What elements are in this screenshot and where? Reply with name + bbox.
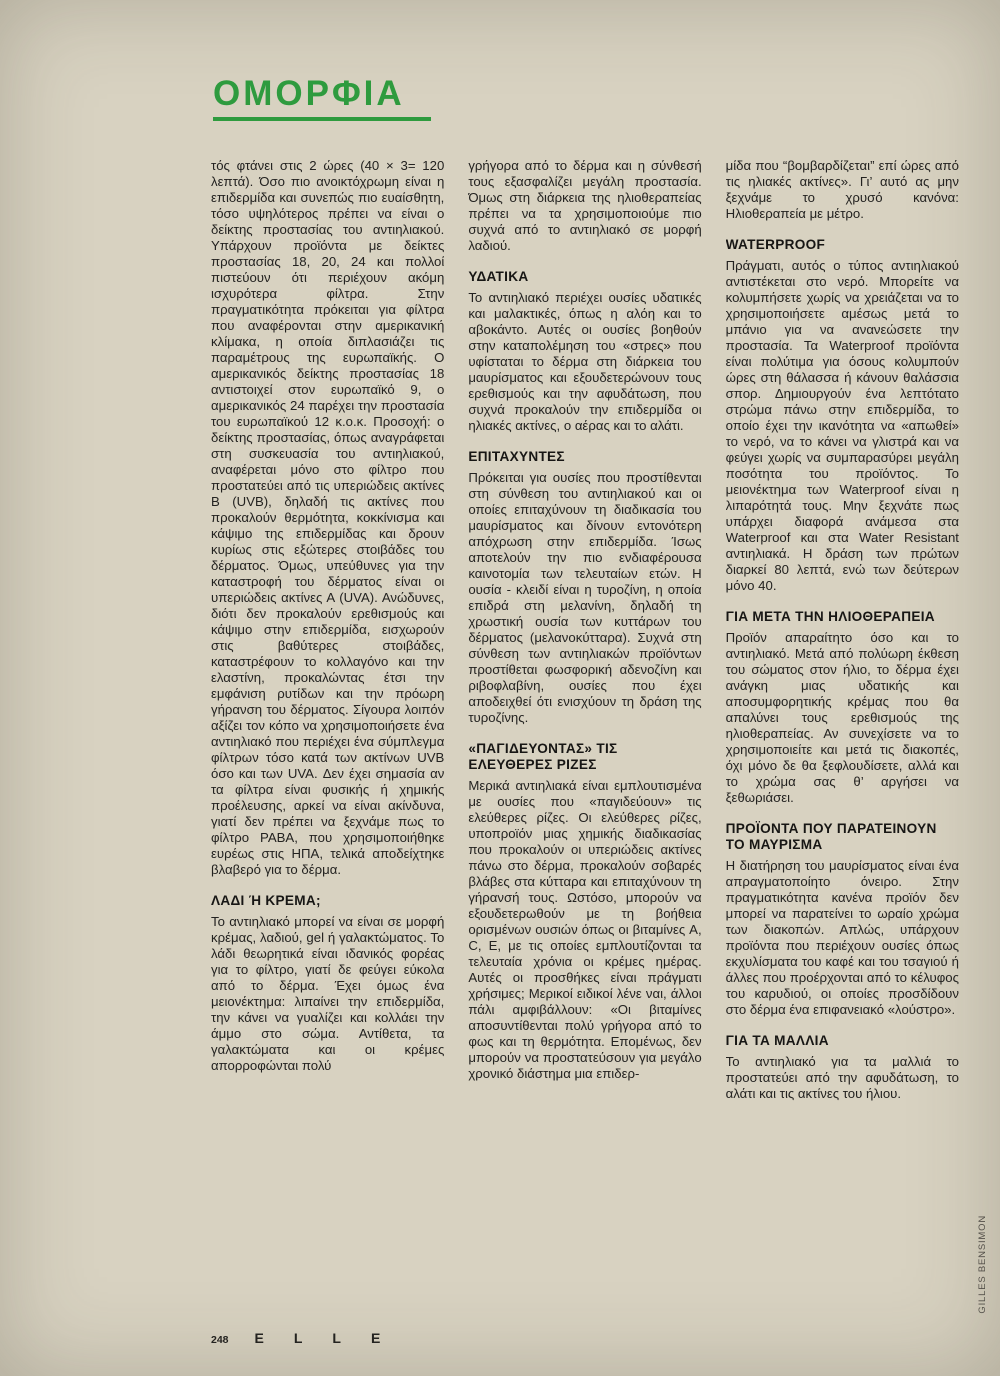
body-paragraph: Πρόκειται για ουσίες που προστίθενται στη σύνθεση του αντιηλιακού και οι οποίες επιταχύνουν τη διαδικασία του μαυρίσματος και δίνουν εντονότερη απόχρωση στην επιδερμίδα. Ίσως αποτελούν την πιο ενδιαφέρουσα καινοτομία των τελευταίων ετών. Η ουσία - κλειδί είναι η τυροζίνη, η οποία επιδρά στη μελανίνη, δηλαδή τη χρωστική ουσία των κυττάρων του δέρματος (μελανοκύτταρα). Συχνά στη σύνθεση των αντιηλιακών προϊόντων προστίθεται φωσφορική αδενοζίνη και ριβοφλαβίνη, ουσίες που έχει αποδειχθεί ότι ενισχύουν τη δράση της τυροζίνης. <box>468 470 702 725</box>
body-paragraph: Το αντιηλιακό μπορεί να είναι σε μορφή κρέμας, λαδιού, gel ή γαλακτώματος. Το λάδι θεωρητικά είναι ιδανικός φορέας για το φίλτρο, γιατί δε φεύγει εύκολα από το δέρμα. Έχει όμως ένα μειονέκτημα: λιπαίνει την επιδερμίδα, την κάνει να γυαλίζει και κολλάει την άμμο στο σώμα. Αντίθετα, τα γαλακτώματα και οι κρέμες απορροφώνται πολύ <box>211 914 445 1073</box>
photographer-credit: GILLES BENSIMON <box>977 1215 988 1314</box>
body-paragraph: τός φτάνει στις 2 ώρες (40 × 3= 120 λεπτά). Όσο πιο ανοικτόχρωμη είναι η επιδερμίδα και συνεπώς πιο ευαίσθητη, τόσο υψηλότερος πρέπει να είναι ο δείκτης προστασίας του αντιηλιακού. Υπάρχουν προϊόντα με δείκτες προστασίας 18, 20, 24 και πολλοί πιστεύουν ότι περιέχουν ακόμη ισχυρότερα φίλτρα. Στην πραγματικότητα πρόκειται για φίλτρα που αναφέρονται στην αμερικανική κλίμακα, η οποία διπλασιάζει τις παραμέτρους της ευρωπαϊκής. Ο αμερικανικός δείκτης προστασίας 18 αντιστοιχεί στον ευρωπαϊκό 9, ο αμερικανικός 24 παρέχει την προστασία του ευρωπαϊκού 12 κ.ο.κ. Προσοχή: ο δείκτης προστασίας, όπως αναγράφεται στη συσκευασία του αντιηλιακού, αναφέρεται μόνο στο φίλτρο που προστατεύει από τις υπεριώδεις ακτίνες Β (UVB), δηλαδή τις ακτίνες που προκαλούν θερμότητα, κοκκίνισμα και κάψιμο της επιδερμίδας και δρουν κυρίως στις εξώτερες στοιβάδες του δέρματος. Όμως, υπεύθυνες για την καταστροφή του δέρματος είναι οι υπεριώδεις ακτίνες Α (UVA). Ανώδυνες, διότι δεν προκαλούν ερεθισμούς και κάψιμο στην επιδερμίδα, εισχωρούν στις βαθύτερες στοιβάδες, καταστρέφουν το κολλαγόνο και την ελαστίνη, προκαλώντας έτσι την εμφάνιση ρυτίδων και την πρόωρη γήρανση του δέρματος. Σίγουρα λοιπόν αξίζει τον κόπο να χρησιμοποιήσετε ένα αντιηλιακό που περιέχει ένα σύμπλεγμα φίλτρων τόσο κατά των ακτίνων UVB όσο και των UVA. Δεν έχει σημασία αν τα φίλτρα είναι φυσικής ή χημικής προέλευσης, αρκεί να είναι ακίνδυνα, γιατί δεν πρέπει να ξεχνάμε πως το φίλτρο PABA, που χρησιμοποιήθηκε ευρέως στις ΗΠΑ, τελικά αποδείχτηκε βλαβερό για το δέρμα. <box>211 158 445 877</box>
section-heading: ΛΑΔΙ Ή ΚΡΕΜΑ; <box>211 893 321 908</box>
body-paragraph: Μερικά αντιηλιακά είναι εμπλουτισμένα με ουσίες που «παγιδεύουν» τις ελεύθερες ρίζες. Οι ελεύθερες ρίζες, υποπροϊόν μιας χημικής διαδικασίας που προκαλούν οι υπεριώδεις ακτίνες πάνω στο δέρμα, προκαλούν σοβαρές βλάβες στα κύτταρα και επιταχύνουν τη γήρανσή τους. Ωστόσο, μπορούν να εξουδετερωθούν με τη βοήθεια ορισμένων ουσιών όπως οι βιταμίνες A, C, E, με τις οποίες εμπλουτίζονται τα τελευταία χρόνια οι κρέμες ημέρας. Αυτές οι προσθήκες είναι πράγματι χρήσιμες; Μερικοί ειδικοί λένε ναι, άλλοι πάλι αμφιβάλλουν: «Οι βιταμίνες αποσυντίθενται πολύ γρήγορα από το φως και τη θερμότητα. Επομένως, δεν μπορούν να προστατεύσουν για μεγάλο χρονικό διάστημα μια επιδερ- <box>468 778 702 1081</box>
section-heading: ΠΡΟΪΟΝΤΑ ΠΟΥ ΠΑΡΑΤΕΙΝΟΥΝ ΤΟ ΜΑΥΡΙΣΜΑ <box>725 821 937 852</box>
article-column-1 <box>211 158 444 1316</box>
article-columns <box>211 158 959 1316</box>
body-paragraph: μίδα που “βομβαρδίζεται” επί ώρες από τις ηλιακές ακτίνες». Γι’ αυτό ας μην ξεχνάμε το χρυσό κανόνα: Ηλιοθεραπεία με μέτρο. <box>725 158 959 221</box>
section-heading: ΥΔΑΤΙΚΑ <box>468 269 529 284</box>
page-footer <box>211 1330 410 1346</box>
section-heading: «ΠΑΓΙΔΕΥΟΝΤΑΣ» ΤΙΣ ΕΛΕΥΘΕΡΕΣ ΡΙΖΕΣ <box>468 741 618 772</box>
section-heading: WATERPROOF <box>725 237 826 252</box>
masthead <box>213 76 435 121</box>
body-paragraph: γρήγορα από το δέρμα και η σύνθεσή τους εξασφαλίζει μεγάλη προστασία. Όμως στη διάρκεια της ηλιοθεραπείας πρέπει να τα χρησιμοποιούμε πιο συχνά από το αντιηλιακό σε μορφή λαδιού. <box>468 158 702 253</box>
body-paragraph: Το αντιηλιακό περιέχει ουσίες υδατικές και μαλακτικές, όπως η αλόη και το αβοκάντο. Αυτές οι ουσίες βοηθούν στην καταπολέμηση του «στρες» που υφίσταται το δέρμα στη διάρκεια του μαυρίσματος και εξουδετερώνουν τους ερεθισμούς και την αφυδάτωση, που συχνά προκαλούν την επιδερμίδα οι ηλιακές ακτίνες, ο αέρας και το αλάτι. <box>468 290 702 433</box>
page-title: ΟΜΟΡΦΙΑ <box>213 74 405 113</box>
section-heading: ΕΠΙΤΑΧΥΝΤΕΣ <box>468 449 565 464</box>
body-paragraph: Το αντιηλιακό για τα μαλλιά το προστατεύει από την αφυδάτωση, το αλάτι και τις ακτίνες του ήλιου. <box>725 1054 959 1101</box>
page-number: 248 <box>211 1334 229 1346</box>
section-heading: ΓΙΑ ΤΑ ΜΑΛΛΙΑ <box>725 1033 829 1048</box>
body-paragraph: Προϊόν απαραίτητο όσο και το αντιηλιακό. Μετά από πολύωρη έκθεση του σώματος στον ήλιο, το δέρμα έχει ανάγκη μιας υδατικής και αποσυμφορητικής κρέμας που θα απαλύνει τους ερεθισμούς της ηλιοθεραπείας. Αν συνεχίσετε να το χρησιμοποιείτε και μετά τις διακοπές, όχι μόνο δε θα ξεφλουδίσετε, αλλά και το χρώμα σας θ’ αργήσει να ξεθωριάσει. <box>725 630 959 805</box>
article-column-3 <box>726 158 959 1316</box>
article-column-2 <box>468 158 701 1316</box>
magazine-logo: ELLE <box>254 1330 411 1346</box>
section-heading: ΓΙΑ ΜΕΤΑ ΤΗΝ ΗΛΙΟΘΕΡΑΠΕΙΑ <box>725 609 935 624</box>
body-paragraph: Πράγματι, αυτός ο τύπος αντιηλιακού αντιστέκεται στο νερό. Μπορείτε να κολυμπήσετε χωρίς να χρειάζεται να το χρησιμοποιήσετε αμέσως μετά το μπάνιο για να ανανεώσετε την προστασία. Τα Waterproof προϊόντα είναι πολύτιμα για όσους κολυμπούν ώρες στη θάλασσα ή κάνουν θαλάσσια σπορ. Δημιουργούν ένα λεπτότατο στρώμα πάνω στην επιδερμίδα, το οποίο έχει την ικανότητα να «απωθεί» το νερό, να το κάνει να γλιστρά και να φεύγει χωρίς να συμπαρασύρει μεγάλη ποσότητα του προϊόντος. Το μειονέκτημα των Waterproof είναι η λιπαρότητά τους. Μην ξεχνάτε πως υπάρχει διαφορά ανάμεσα στα Waterproof και στα Water Resistant αντιηλιακά. Η δράση των πρώτων διαρκεί 80 λεπτά, ενώ των δεύτερων μόνο 40. <box>725 258 959 593</box>
title-underline-rule <box>213 117 431 121</box>
body-paragraph: Η διατήρηση του μαυρίσματος είναι ένα απραγματοποίητο όνειρο. Στην πραγματικότητα κανένα προϊόν δεν μπορεί να παρατείνει το ωραίο χρώμα των διακοπών. Απλώς, υπάρχουν προϊόντα που περιέχουν ουσίες όπως εκχυλίσματα του καφέ και του τσαγιού ή άλλες που προέρχονται από το κέλυφος του καρυδιού, οι οποίες προσδίδουν στο δέρμα ένα επιφανειακό «λούστρο». <box>725 858 959 1017</box>
